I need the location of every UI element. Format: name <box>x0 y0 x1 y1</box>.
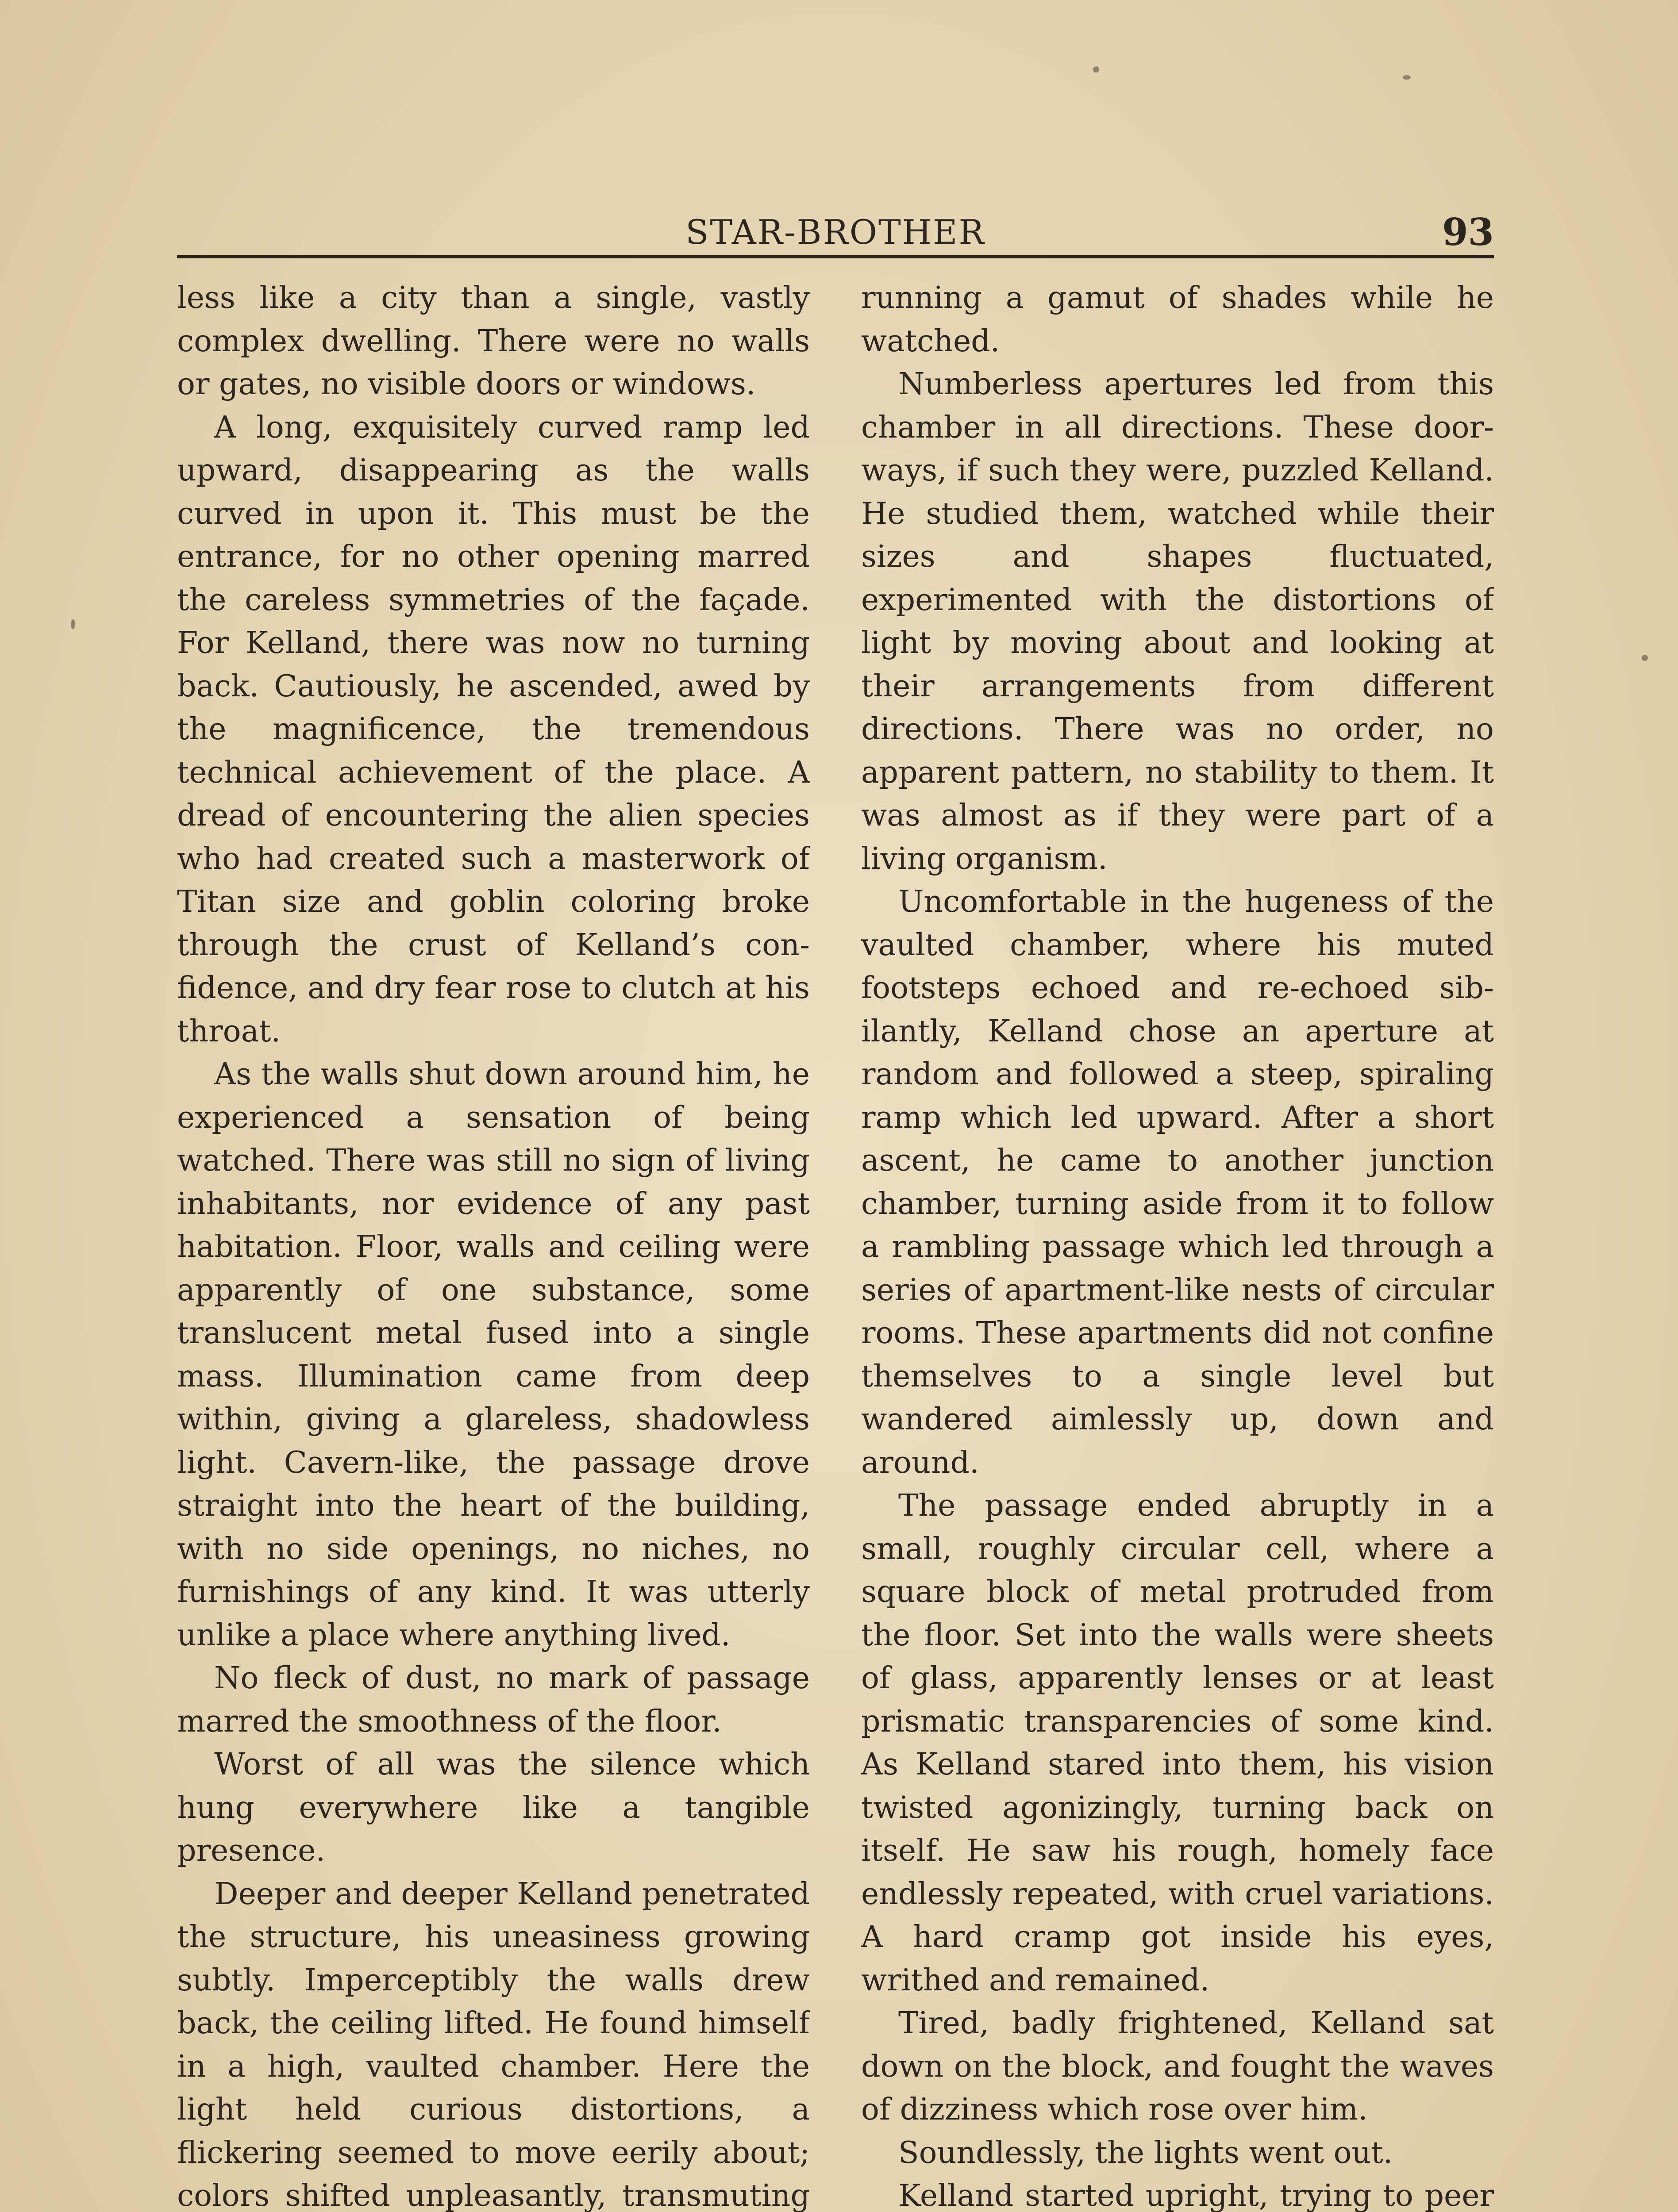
running-title: STAR-BROTHER <box>685 212 985 252</box>
paragraph: Numberless apertures led from this chamber in all directions. These doorways, if such they were, puzzled Kelland. He studied them, watched while their sizes and shapes fluctuated, experimented with the distortions of light by moving about and looking at their arrangements from different directions. There was no order, no apparent pattern, no stability to them. It was almost as if they were part of a living organism. <box>861 367 1494 876</box>
paragraph: Soundlessly, the lights went out. <box>898 2135 1393 2170</box>
paper-speck <box>1093 66 1099 73</box>
paragraph: Tired, badly frightened, Kelland sat down on the block, and fought the waves of dizziness which rose over him. <box>861 2006 1494 2127</box>
paragraph: A long, exquisitely curved ramp led upward, disappearing as the walls curved in upon it. This must be the entrance, for no other opening marred the careless symmetries of the façade. For Kelland, there was now no turning back. Cautiously, he ascended, awed by the magnificence, the tremendous technical achievement of the place. A dread of encountering the alien species who had created such a masterwork of Titan size and goblin coloring broke through the crust of Kelland’s confidence, and dry fear rose to clutch at his throat. <box>177 410 810 1049</box>
paragraph: The passage ended abruptly in a small, roughly circular cell, where a square block of metal protruded from the floor. Set into the walls were sheets of glass, apparently lenses or at least prismatic transparencies of some kind. As Kelland stared into them, his vision twisted agonizingly, turning back on itself. He saw his rough, homely face endlessly repeated, with cruel variations. A hard cramp got inside his eyes, writhed and remained. <box>861 1488 1494 1998</box>
page-header <box>177 208 1494 257</box>
right-column <box>861 276 1494 2212</box>
paper-speck <box>1642 655 1648 661</box>
paragraph: running a gamut of shades while he watched. <box>861 280 1494 359</box>
paragraph: Uncomfortable in the hugeness of the vaulted chamber, where his muted footsteps echoed and re-echoed sibilantly, Kelland chose an aperture at random and followed a steep, spiraling ramp which led upward. After a short ascent, he came to another junction chamber, turning aside from it to follow a rambling passage which led through a series of apartment-like nests of circular rooms. These apartments did not confine themselves to a single level but wandered aimlessly up, down and around. <box>861 884 1494 1480</box>
header-rule <box>177 255 1494 258</box>
paragraph: No fleck of dust, no mark of passage marred the smoothness of the floor. <box>177 1661 810 1739</box>
paragraph: Deeper and deeper Kelland penetrated the structure, his uneasiness growing subtly. Imperceptibly the walls drew back, the ceiling lifted. He found himself in a high, vaulted chamber. Here the light held curious distortions, a flickering seemed to move eerily about; colors shifted unpleasantly, transmuting <box>177 1876 810 2212</box>
paragraph: Kelland started upright, trying to peer <box>898 2178 1494 2212</box>
paragraph: As the walls shut down around him, he experienced a sensation of being watched. There was still no sign of living inhabitants, nor evidence of any past habitation. Floor, walls and ceiling were apparently of one substance, some translucent metal fused into a single mass. Illumination came from deep within, giving a glareless, shadowless light. Cavern-like, the passage drove straight into the heart of the building, with no side openings, no niches, no furnishings of any kind. It was utterly unlike a place where anything lived. <box>177 1057 810 1653</box>
paragraph: less like a city than a single, vastly complex dwelling. There were no walls or gates, no visible doors or windows. <box>177 280 810 402</box>
left-column <box>177 276 810 2212</box>
page-number: 93 <box>1442 210 1494 254</box>
paper-speck <box>1403 75 1411 80</box>
paper-speck <box>71 619 75 629</box>
paragraph: Worst of all was the silence which hung everywhere like a tangible presence. <box>177 1747 810 1868</box>
